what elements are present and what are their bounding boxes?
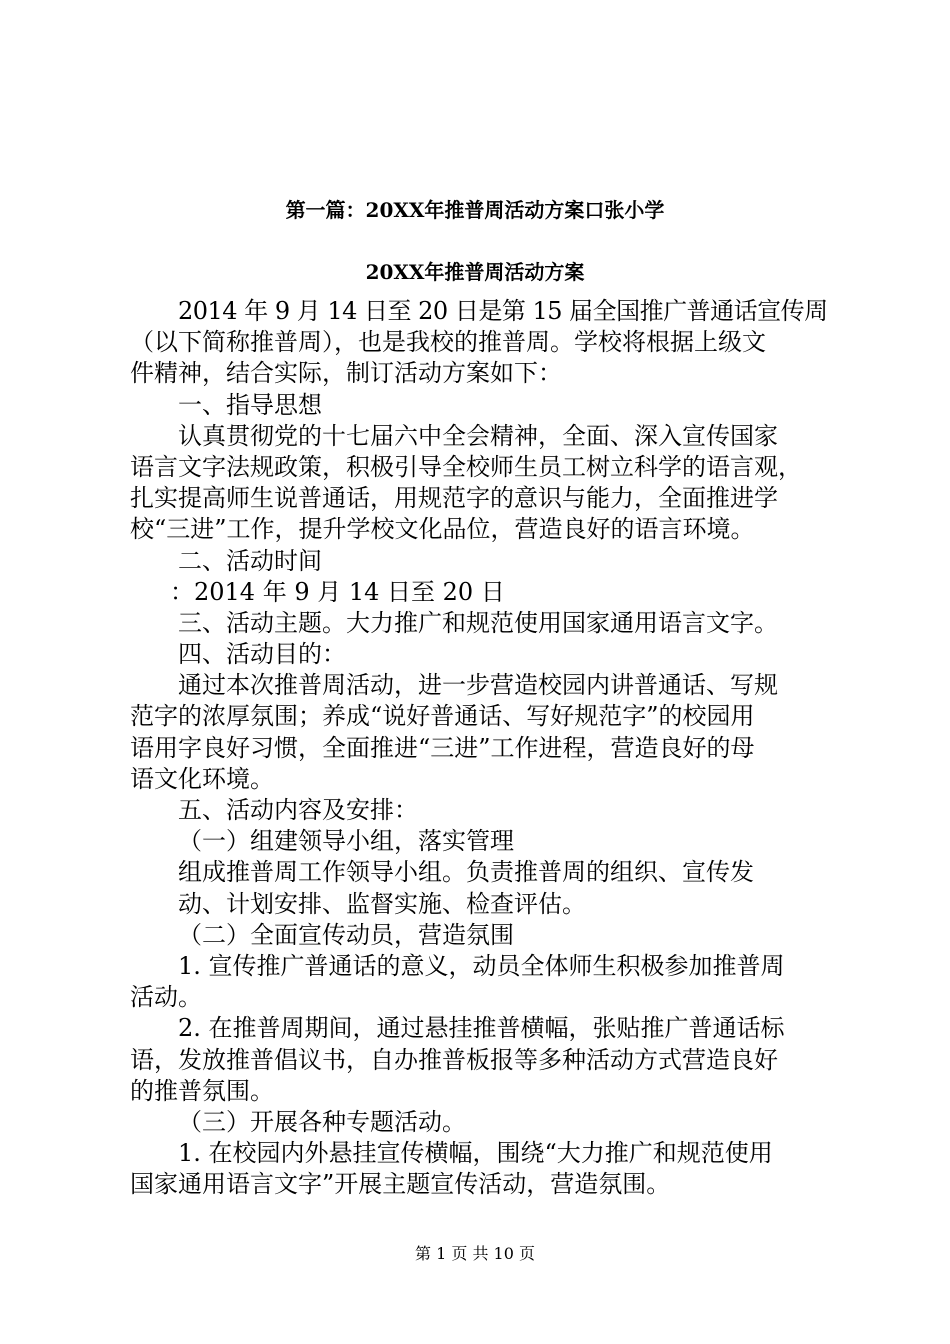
paragraph-line: 范字的浓厚氛围；养成“说好普通话、写好规范字”的校园用 [130,702,755,731]
paragraph-line: 语言文字法规政策，积极引导全校师生员工树立科学的语言观， [130,452,802,481]
paragraph-line: 2. 在推普周期间，通过悬挂推普横幅，张贴推广普通话标 [178,1014,785,1043]
section-heading: 四、活动目的： [178,640,346,669]
paragraph-line: 语用字良好习惯，全面推进“三进”工作进程，营造良好的母 [130,733,755,762]
paragraph-line: 扎实提高师生说普通话，用规范字的意识与能力，全面推进学 [130,484,778,513]
subsection-heading: （三）开展各种专题活动。 [178,1107,466,1136]
section-heading: 一、指导思想 [178,390,322,419]
paragraph-line: 2014 年 9 月 14 日至 20 日是第 15 届全国推广普通话宣传周 [178,297,828,325]
paragraph-line: 认真贯彻党的十七届六中全会精神，全面、深入宣传国家 [178,421,778,450]
paragraph-line: 动、计划安排、监督实施、检查评估。 [178,889,586,918]
paragraph-line: 1. 宣传推广普通话的意义，动员全体师生积极参加推普周 [178,951,785,980]
paragraph-line: 语，发放推普倡议书，自办推普板报等多种活动方式营造良好 [130,1045,778,1074]
paragraph-line: 活动。 [130,983,202,1012]
paragraph-line: 组成推普周工作领导小组。负责推普周的组织、宣传发 [178,858,754,887]
paragraph-line: 的推普氛围。 [130,1076,274,1105]
paragraph-line: 校“三进”工作，提升学校文化品位，营造良好的语言环境。 [130,515,755,544]
subsection-heading: （一）组建领导小组，落实管理 [178,827,514,856]
paragraph-line: ：2014 年 9 月 14 日至 20 日 [170,577,505,606]
page-number-footer: 第 1 页 共 10 页 [415,1244,535,1263]
document-title-line-1: 第一篇：20XX年推普周活动方案口张小学 [285,198,665,222]
subsection-heading: （二）全面宣传动员，营造氛围 [178,920,514,949]
paragraph-line: 1. 在校园内外悬挂宣传横幅，围绕“大力推广和规范使用 [178,1139,773,1168]
paragraph-line: 语文化环境。 [130,764,274,793]
section-heading: 五、活动内容及安排： [178,796,418,824]
paragraph-line: 通过本次推普周活动，进一步营造校园内讲普通话、写规 [178,671,778,700]
paragraph-line: 国家通用语言文字”开展主题宣传活动，营造氛围。 [130,1170,671,1199]
section-heading: 三、活动主题。大力推广和规范使用国家通用语言文字。 [178,608,778,637]
paragraph-line: 件精神，结合实际，制订活动方案如下： [130,359,562,388]
document-body [130,296,830,1200]
paragraph-line: （以下简称推普周），也是我校的推普周。学校将根据上级文 [130,328,766,357]
section-heading: 二、活动时间 [178,546,322,575]
document-title-line-2: 20XX年推普周活动方案 [365,260,585,284]
